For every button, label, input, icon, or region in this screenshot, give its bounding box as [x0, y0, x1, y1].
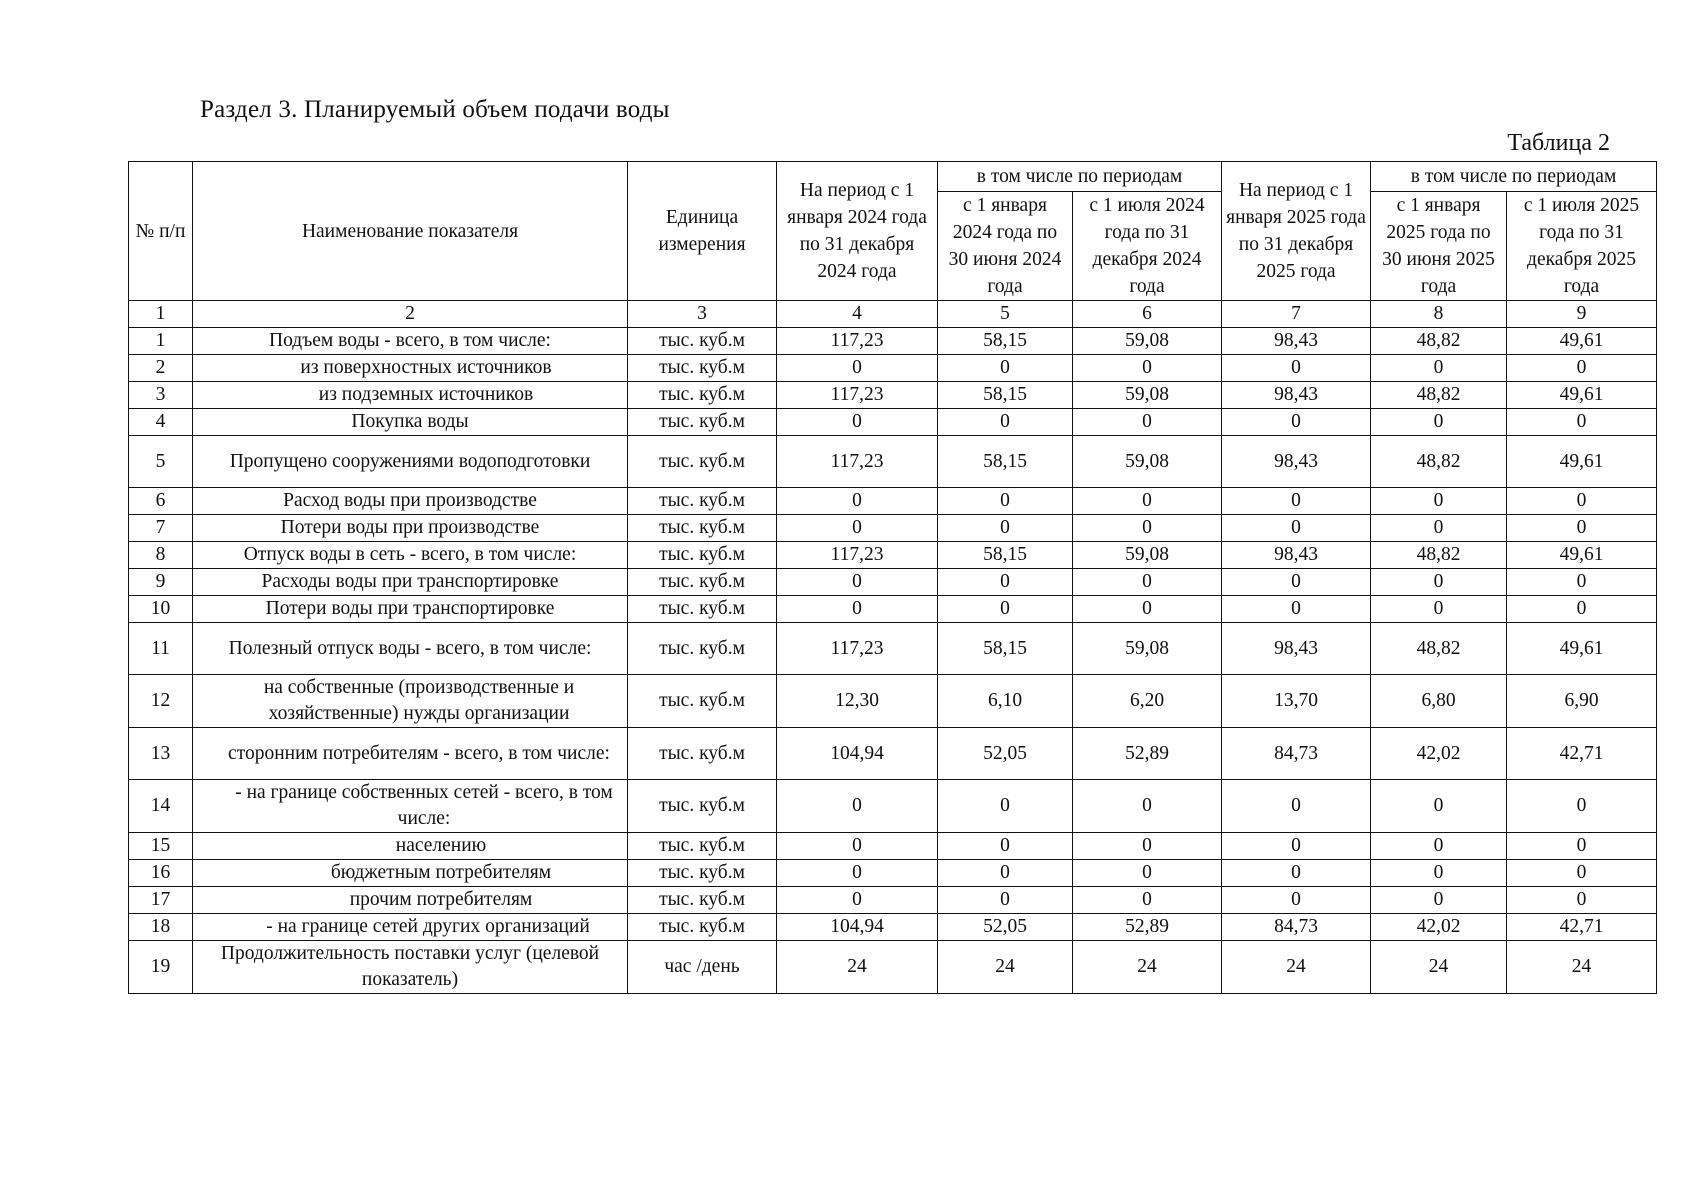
- row-indicator: Потери воды при производстве: [193, 515, 628, 542]
- row-value: 52,05: [938, 914, 1073, 941]
- row-indicator: населению: [193, 833, 628, 860]
- row-indicator: на собственные (производственные и хозяйственные) нужды организации: [193, 675, 628, 728]
- row-unit: тыс. куб.м: [628, 728, 777, 780]
- row-value: 0: [1222, 596, 1371, 623]
- row-value: 0: [938, 887, 1073, 914]
- row-value: 0: [938, 780, 1073, 833]
- column-number-row: [129, 301, 1657, 328]
- row-unit: час /день: [628, 941, 777, 994]
- table-label: Таблица 2: [1507, 130, 1610, 156]
- row-value: 58,15: [938, 542, 1073, 569]
- row-value: 0: [938, 488, 1073, 515]
- row-value: 49,61: [1507, 623, 1657, 675]
- row-number: 8: [129, 542, 193, 569]
- row-value: 48,82: [1371, 382, 1507, 409]
- row-unit: тыс. куб.м: [628, 887, 777, 914]
- row-value: 0: [1222, 355, 1371, 382]
- row-number: 12: [129, 675, 193, 728]
- row-unit: тыс. куб.м: [628, 515, 777, 542]
- row-value: 117,23: [777, 623, 938, 675]
- row-value: 0: [1507, 409, 1657, 436]
- row-value: 24: [1371, 941, 1507, 994]
- row-value: 104,94: [777, 914, 938, 941]
- table-row: [129, 596, 1657, 623]
- row-value: 0: [1073, 355, 1222, 382]
- row-value: 49,61: [1507, 328, 1657, 355]
- table-row: [129, 409, 1657, 436]
- row-value: 59,08: [1073, 328, 1222, 355]
- row-value: 0: [1507, 833, 1657, 860]
- row-indicator: Продолжительность поставки услуг (целевой показатель): [193, 941, 628, 994]
- row-indicator: из подземных источников: [193, 382, 628, 409]
- header-period-2025: На период с 1 января 2025 года по 31 декабря 2025 года: [1222, 162, 1371, 301]
- row-value: 0: [1371, 569, 1507, 596]
- column-number: 6: [1073, 301, 1222, 328]
- row-value: 0: [1507, 596, 1657, 623]
- row-value: 98,43: [1222, 542, 1371, 569]
- row-value: 0: [1371, 409, 1507, 436]
- table-row: [129, 515, 1657, 542]
- row-value: 98,43: [1222, 382, 1371, 409]
- row-indicator: Полезный отпуск воды - всего, в том числе:: [193, 623, 628, 675]
- row-value: 0: [1507, 780, 1657, 833]
- row-value: 6,20: [1073, 675, 1222, 728]
- row-number: 9: [129, 569, 193, 596]
- row-value: 0: [777, 860, 938, 887]
- column-number: 5: [938, 301, 1073, 328]
- row-value: 117,23: [777, 542, 938, 569]
- row-value: 0: [1371, 596, 1507, 623]
- row-value: 0: [938, 596, 1073, 623]
- header-period-2024: На период с 1 января 2024 года по 31 декабря 2024 года: [777, 162, 938, 301]
- row-value: 84,73: [1222, 914, 1371, 941]
- row-unit: тыс. куб.м: [628, 569, 777, 596]
- row-value: 0: [777, 409, 938, 436]
- row-number: 3: [129, 382, 193, 409]
- row-value: 0: [1073, 488, 1222, 515]
- row-value: 0: [938, 409, 1073, 436]
- row-indicator: прочим потребителям: [193, 887, 628, 914]
- row-value: 59,08: [1073, 436, 1222, 488]
- column-number: 2: [193, 301, 628, 328]
- row-value: 58,15: [938, 382, 1073, 409]
- row-unit: тыс. куб.м: [628, 780, 777, 833]
- row-value: 52,89: [1073, 914, 1222, 941]
- row-unit: тыс. куб.м: [628, 596, 777, 623]
- row-value: 0: [777, 515, 938, 542]
- row-value: 0: [938, 515, 1073, 542]
- row-value: 0: [1371, 355, 1507, 382]
- row-value: 59,08: [1073, 382, 1222, 409]
- row-unit: тыс. куб.м: [628, 860, 777, 887]
- row-number: 4: [129, 409, 193, 436]
- row-value: 48,82: [1371, 542, 1507, 569]
- row-number: 15: [129, 833, 193, 860]
- row-value: 0: [777, 596, 938, 623]
- row-indicator: Покупка воды: [193, 409, 628, 436]
- row-value: 98,43: [1222, 623, 1371, 675]
- row-value: 0: [1507, 488, 1657, 515]
- row-value: 24: [938, 941, 1073, 994]
- row-value: 0: [1371, 887, 1507, 914]
- row-value: 58,15: [938, 623, 1073, 675]
- table-row: [129, 914, 1657, 941]
- section-title: Раздел 3. Планируемый объем подачи воды: [200, 96, 670, 123]
- table-row: [129, 355, 1657, 382]
- column-number: 4: [777, 301, 938, 328]
- row-value: 59,08: [1073, 623, 1222, 675]
- row-value: 0: [1222, 887, 1371, 914]
- column-number: 1: [129, 301, 193, 328]
- row-value: 0: [1507, 355, 1657, 382]
- row-value: 24: [1073, 941, 1222, 994]
- header-name: Наименование показателя: [193, 162, 628, 301]
- row-indicator: из поверхностных источников: [193, 355, 628, 382]
- row-value: 58,15: [938, 328, 1073, 355]
- row-value: 98,43: [1222, 328, 1371, 355]
- table-row: [129, 728, 1657, 780]
- row-unit: тыс. куб.м: [628, 409, 777, 436]
- row-value: 104,94: [777, 728, 938, 780]
- row-value: 0: [1507, 887, 1657, 914]
- row-value: 42,02: [1371, 914, 1507, 941]
- row-value: 0: [1507, 860, 1657, 887]
- row-unit: тыс. куб.м: [628, 914, 777, 941]
- table-row: [129, 941, 1657, 994]
- row-number: 1: [129, 328, 193, 355]
- row-indicator: сторонним потребителям - всего, в том числе:: [193, 728, 628, 780]
- column-number: 7: [1222, 301, 1371, 328]
- row-number: 6: [129, 488, 193, 515]
- row-value: 117,23: [777, 382, 938, 409]
- row-value: 117,23: [777, 328, 938, 355]
- row-number: 7: [129, 515, 193, 542]
- column-number: 8: [1371, 301, 1507, 328]
- row-value: 0: [1073, 515, 1222, 542]
- row-number: 14: [129, 780, 193, 833]
- row-value: 0: [1222, 409, 1371, 436]
- table-row: [129, 780, 1657, 833]
- table-row: [129, 328, 1657, 355]
- column-number: 9: [1507, 301, 1657, 328]
- row-value: 0: [777, 833, 938, 860]
- row-value: 52,05: [938, 728, 1073, 780]
- row-value: 0: [1222, 488, 1371, 515]
- row-value: 24: [1222, 941, 1371, 994]
- row-number: 18: [129, 914, 193, 941]
- row-number: 19: [129, 941, 193, 994]
- row-number: 13: [129, 728, 193, 780]
- row-unit: тыс. куб.м: [628, 355, 777, 382]
- row-value: 49,61: [1507, 436, 1657, 488]
- row-unit: тыс. куб.м: [628, 382, 777, 409]
- row-value: 49,61: [1507, 382, 1657, 409]
- header-h1-2024: с 1 января 2024 года по 30 июня 2024 года: [938, 192, 1073, 301]
- row-unit: тыс. куб.м: [628, 675, 777, 728]
- row-number: 11: [129, 623, 193, 675]
- row-value: 42,71: [1507, 914, 1657, 941]
- row-value: 0: [1222, 515, 1371, 542]
- row-value: 0: [1222, 780, 1371, 833]
- row-value: 0: [1507, 515, 1657, 542]
- row-value: 0: [777, 780, 938, 833]
- row-value: 42,71: [1507, 728, 1657, 780]
- row-value: 0: [1222, 860, 1371, 887]
- row-value: 48,82: [1371, 436, 1507, 488]
- row-indicator: Расход воды при производстве: [193, 488, 628, 515]
- row-value: 58,15: [938, 436, 1073, 488]
- row-unit: тыс. куб.м: [628, 488, 777, 515]
- row-indicator: - на границе собственных сетей - всего, в том числе:: [193, 780, 628, 833]
- row-value: 98,43: [1222, 436, 1371, 488]
- row-value: 42,02: [1371, 728, 1507, 780]
- row-value: 6,90: [1507, 675, 1657, 728]
- row-unit: тыс. куб.м: [628, 328, 777, 355]
- row-value: 0: [1073, 409, 1222, 436]
- row-number: 2: [129, 355, 193, 382]
- row-value: 0: [938, 860, 1073, 887]
- table-row: [129, 860, 1657, 887]
- row-value: 0: [1371, 515, 1507, 542]
- row-value: 0: [1222, 833, 1371, 860]
- row-value: 0: [938, 569, 1073, 596]
- row-value: 0: [1371, 833, 1507, 860]
- header-h2-2024: с 1 июля 2024 года по 31 декабря 2024 года: [1073, 192, 1222, 301]
- row-value: 0: [938, 355, 1073, 382]
- row-value: 49,61: [1507, 542, 1657, 569]
- table-row: [129, 488, 1657, 515]
- table-row: [129, 542, 1657, 569]
- row-value: 0: [1073, 569, 1222, 596]
- table-row: [129, 833, 1657, 860]
- table-row: [129, 569, 1657, 596]
- table-row: [129, 887, 1657, 914]
- row-value: 0: [1371, 780, 1507, 833]
- table-row: [129, 436, 1657, 488]
- row-value: 0: [777, 887, 938, 914]
- row-value: 13,70: [1222, 675, 1371, 728]
- row-value: 59,08: [1073, 542, 1222, 569]
- row-value: 48,82: [1371, 328, 1507, 355]
- row-value: 48,82: [1371, 623, 1507, 675]
- row-value: 24: [1507, 941, 1657, 994]
- row-unit: тыс. куб.м: [628, 542, 777, 569]
- row-value: 6,80: [1371, 675, 1507, 728]
- row-indicator: бюджетным потребителям: [193, 860, 628, 887]
- row-unit: тыс. куб.м: [628, 623, 777, 675]
- table-row: [129, 382, 1657, 409]
- row-number: 5: [129, 436, 193, 488]
- table-row: [129, 623, 1657, 675]
- row-value: 0: [1073, 887, 1222, 914]
- row-value: 0: [938, 833, 1073, 860]
- row-indicator: - на границе сетей других организаций: [193, 914, 628, 941]
- header-row-top: [129, 162, 1657, 192]
- row-value: 0: [1507, 569, 1657, 596]
- row-value: 0: [1073, 833, 1222, 860]
- row-value: 52,89: [1073, 728, 1222, 780]
- row-indicator: Расходы воды при транспортировке: [193, 569, 628, 596]
- row-number: 17: [129, 887, 193, 914]
- row-value: 0: [777, 355, 938, 382]
- header-num: № п/п: [129, 162, 193, 301]
- header-group-2024: в том числе по периодам: [938, 162, 1222, 192]
- row-indicator: Подъем воды - всего, в том числе:: [193, 328, 628, 355]
- row-value: 6,10: [938, 675, 1073, 728]
- row-value: 0: [1073, 860, 1222, 887]
- header-unit: Единица измерения: [628, 162, 777, 301]
- row-value: 117,23: [777, 436, 938, 488]
- header-h2-2025: с 1 июля 2025 года по 31 декабря 2025 года: [1507, 192, 1657, 301]
- row-indicator: Потери воды при транспортировке: [193, 596, 628, 623]
- row-indicator: Отпуск воды в сеть - всего, в том числе:: [193, 542, 628, 569]
- header-h1-2025: с 1 января 2025 года по 30 июня 2025 года: [1371, 192, 1507, 301]
- row-value: 0: [1371, 860, 1507, 887]
- row-indicator: Пропущено сооружениями водоподготовки: [193, 436, 628, 488]
- row-number: 10: [129, 596, 193, 623]
- column-number: 3: [628, 301, 777, 328]
- row-value: 84,73: [1222, 728, 1371, 780]
- row-value: 0: [1073, 780, 1222, 833]
- row-value: 0: [1073, 596, 1222, 623]
- row-value: 0: [777, 488, 938, 515]
- row-value: 0: [1222, 569, 1371, 596]
- water-supply-table: [128, 161, 1657, 994]
- row-value: 12,30: [777, 675, 938, 728]
- table-row: [129, 675, 1657, 728]
- row-number: 16: [129, 860, 193, 887]
- row-value: 0: [777, 569, 938, 596]
- row-value: 0: [1371, 488, 1507, 515]
- header-group-2025: в том числе по периодам: [1371, 162, 1657, 192]
- row-unit: тыс. куб.м: [628, 833, 777, 860]
- row-value: 24: [777, 941, 938, 994]
- row-unit: тыс. куб.м: [628, 436, 777, 488]
